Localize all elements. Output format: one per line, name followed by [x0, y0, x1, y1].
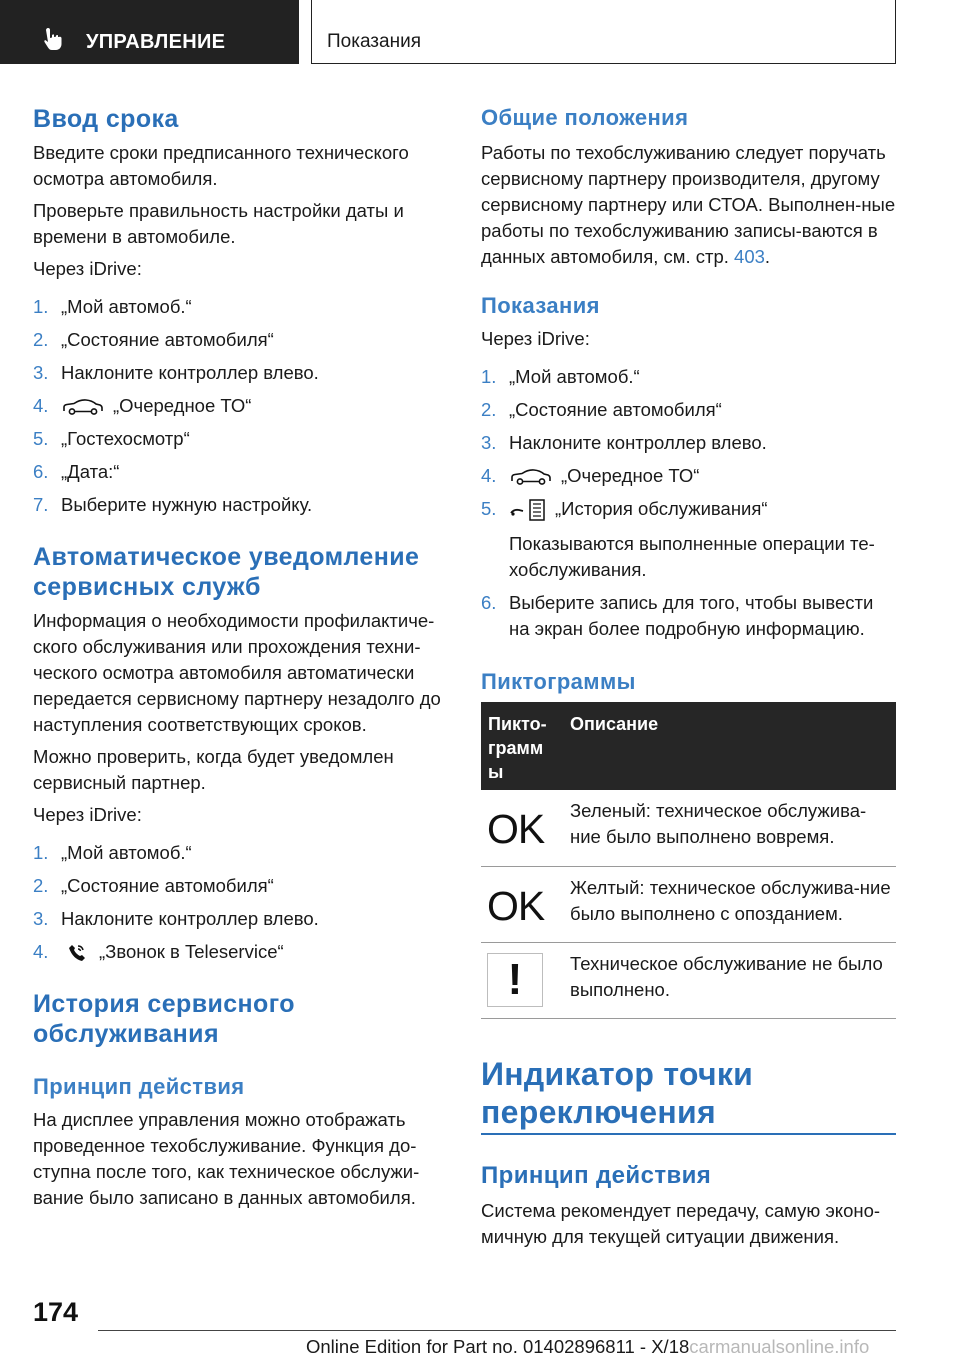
step-text: „Очередное ТО“	[113, 395, 252, 416]
step-text: Наклоните контроллер влево.	[61, 362, 319, 383]
heading-general: Общие положения	[481, 105, 689, 130]
row-description: Зеленый: техническое обслужива-ние было выполнено вовремя.	[570, 800, 867, 847]
list-item	[33, 906, 443, 932]
step-number: 1.	[33, 296, 49, 317]
step-text: „Мой автомоб.“	[61, 842, 192, 863]
step-number: 5.	[33, 428, 49, 449]
paragraph: На дисплее управления можно отображать проведенное техобслуживание. Функция до-ступна после того, как техническое обслужи-вание было записано в данных автомобиля.	[33, 1109, 420, 1208]
list-item	[33, 426, 443, 452]
shift-section	[481, 1162, 896, 1250]
section-tab	[0, 0, 299, 64]
step-number: 3.	[481, 432, 497, 453]
page-number: 174	[33, 1297, 79, 1327]
step-text: „История обслуживания“	[555, 498, 768, 519]
paragraph-text: Работы по техобслуживанию следует поручать сервисному партнеру производителя, другому сервисному партнеру или СТОА. Выполнен-ные работы по техобслуживанию записы-ваются в данных автомобиля, см. стр.	[481, 142, 896, 267]
step-number: 4.	[33, 941, 49, 962]
step-number: 1.	[481, 366, 497, 387]
step-text: „Состояние автомобиля“	[509, 399, 722, 420]
footer-divider	[98, 1330, 896, 1331]
paragraph	[481, 140, 896, 270]
list-item	[33, 327, 443, 353]
list-item	[481, 364, 896, 390]
chapter-tab	[311, 0, 896, 64]
step-text: „Мой автомоб.“	[61, 296, 192, 317]
step-text: „Состояние автомобиля“	[61, 875, 274, 896]
warning-icon	[487, 953, 543, 1007]
step-number: 2.	[481, 399, 497, 420]
paragraph: Проверьте правильность настройки даты и времени в автомобиле.	[33, 200, 404, 247]
edition-text: Online Edition for Part no. 01402896811 - X/18	[306, 1336, 690, 1357]
step-text: „Гостехосмотр“	[61, 428, 190, 449]
paragraph: Система рекомендует передачу, самую эконо-мичную для текущей ситуации движения.	[481, 1200, 881, 1247]
step-number: 2.	[33, 875, 49, 896]
steps-list	[481, 364, 896, 642]
footer-edition	[306, 1336, 869, 1358]
paragraph: Информация о необходимости профилактиче-ского обслуживания или прохождения техни-ческого осмотра автомобиля автоматически передается сервисному партнеру незадолго до наступления соответствующих сроков.	[33, 610, 441, 735]
page-link[interactable]: 403	[734, 246, 765, 267]
right-column	[481, 100, 896, 696]
step-text: „Состояние автомобиля“	[61, 329, 274, 350]
paragraph: Через iDrive:	[33, 258, 142, 279]
step-text: „Звонок в Teleservice“	[99, 941, 284, 962]
ok-green-icon: OK	[487, 806, 545, 852]
list-item	[33, 393, 443, 419]
column-header-pictogram: Пикто-грамм ы	[488, 714, 547, 782]
list-item	[33, 873, 443, 899]
list-item	[481, 496, 896, 583]
list-item	[33, 459, 443, 485]
car-service-icon	[509, 468, 553, 486]
ok-yellow-icon: OK	[487, 883, 545, 929]
paragraph: Через iDrive:	[33, 804, 142, 825]
column-header-description: Описание	[570, 714, 659, 734]
table-header	[481, 702, 896, 790]
step-number: 6.	[33, 461, 49, 482]
teleservice-icon	[67, 943, 87, 963]
steps-list	[33, 840, 443, 965]
watermark: carmanualsonline.info	[689, 1336, 870, 1357]
step-text: „Дата:“	[61, 461, 120, 482]
table-row	[481, 790, 896, 867]
step-text: Выберите запись для того, чтобы вывести на экран более подробную информацию.	[509, 592, 874, 640]
heading-principle: Принцип действия	[481, 1162, 712, 1189]
list-item	[33, 360, 443, 386]
paragraph: Можно проверить, когда будет уведомлен сервисный партнер.	[33, 746, 394, 793]
table-row	[481, 867, 896, 943]
step-number: 4.	[481, 465, 497, 486]
heading-indications: Показания	[481, 293, 600, 318]
row-description: Желтый: техническое обслужива-ние было выполнено с опозданием.	[570, 877, 891, 924]
row-description: Техническое обслуживание не было выполнено.	[570, 953, 883, 1000]
list-item	[481, 590, 896, 642]
heading-pictograms: Пиктограммы	[481, 669, 636, 695]
step-number: 1.	[33, 842, 49, 863]
step-number: 3.	[33, 908, 49, 929]
step-number: 2.	[33, 329, 49, 350]
pictogram-table	[481, 702, 896, 1019]
heading-service-history: История сервисного обслуживания	[33, 990, 295, 1048]
steps-list	[33, 294, 443, 518]
heading-date-entry: Ввод срока	[33, 105, 179, 133]
heading-auto-notification: Автоматическое уведомление сервисных служб	[33, 543, 420, 601]
step-text: Наклоните контроллер влево.	[61, 908, 319, 929]
paragraph: Введите сроки предписанного технического осмотра автомобиля.	[33, 142, 409, 189]
warning-symbol: !	[507, 955, 523, 1004]
step-note: Показываются выполненные операции те-хобслуживания.	[509, 533, 875, 581]
list-item	[481, 430, 896, 456]
paragraph: Через iDrive:	[481, 328, 590, 349]
car-service-icon	[61, 398, 105, 416]
list-item	[33, 939, 443, 965]
table-row	[481, 943, 896, 1019]
list-item	[33, 840, 443, 866]
left-column	[33, 100, 443, 1211]
chapter-title: Показания	[327, 31, 421, 52]
step-number: 7.	[33, 494, 49, 515]
step-number: 4.	[33, 395, 49, 416]
step-number: 3.	[33, 362, 49, 383]
step-text: Выберите нужную настройку.	[61, 494, 313, 515]
section-title: УПРАВЛЕНИЕ	[86, 31, 226, 53]
heading-principle: Принцип действия	[33, 1074, 245, 1099]
paragraph-text: .	[764, 246, 771, 267]
list-item	[481, 397, 896, 423]
service-history-icon	[509, 498, 547, 522]
step-text: Наклоните контроллер влево.	[509, 432, 767, 453]
list-item	[33, 294, 443, 320]
step-number: 6.	[481, 592, 497, 614]
step-text: „Мой автомоб.“	[509, 366, 640, 387]
heading-shift-indicator: Индикатор точки переключения	[481, 1055, 896, 1135]
step-number: 5.	[481, 498, 497, 519]
step-text: „Очередное ТО“	[561, 465, 700, 486]
list-item	[481, 463, 896, 489]
hand-pointer-icon	[40, 26, 66, 52]
list-item	[33, 492, 443, 518]
